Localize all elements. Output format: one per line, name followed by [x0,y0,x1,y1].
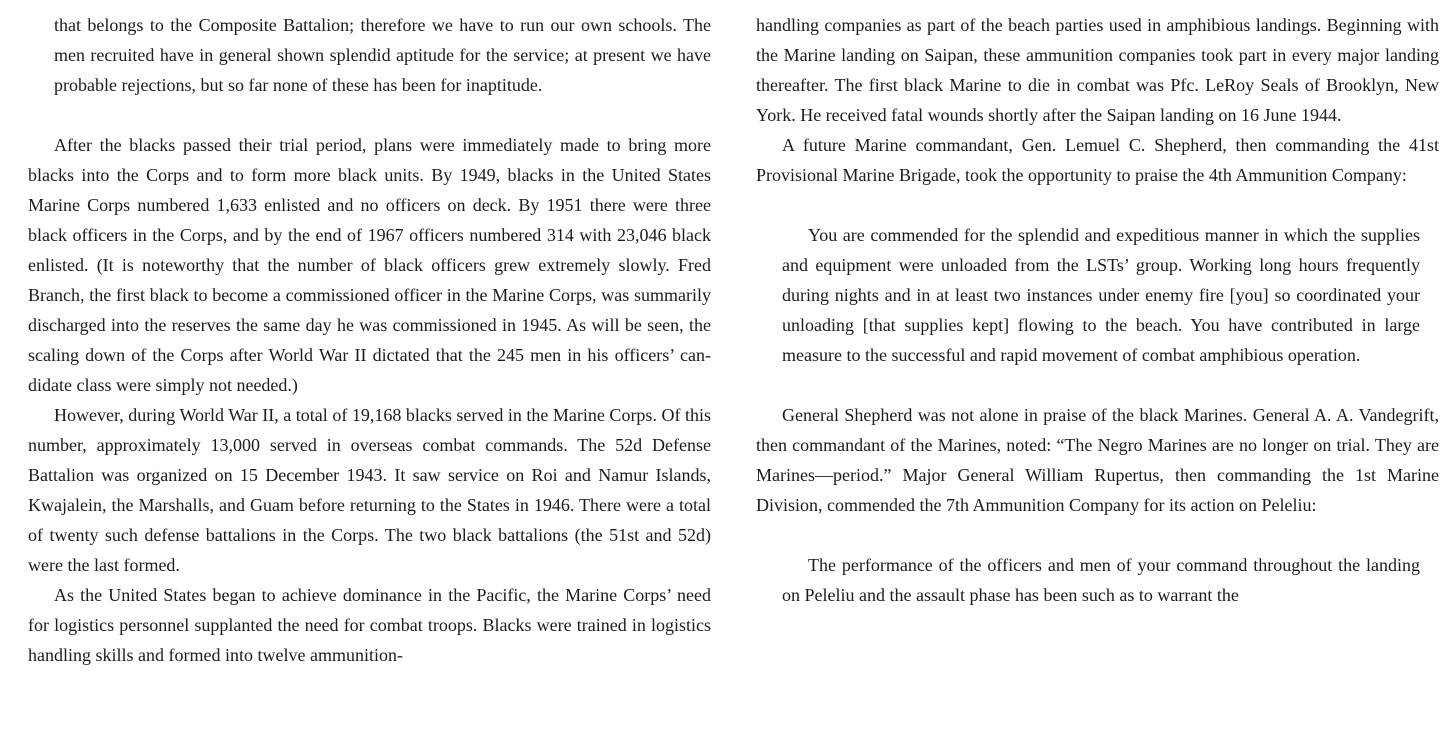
blockquote-rupertus: The performance of the officers and men of your command throughout the landing on Peleliu and the assault phase has been such as to warrant the [782,555,1420,605]
paragraph-world-war-two: However, during World War II, a total of 19,168 blacks served in the Marine Corps. Of this number, approximately 13,000 served in overseas combat commands. The 52d Defense Battalion was organized on 15 December 1943. It saw service on Roi and Namur Islands, Kwajalein, the Marshalls, and Guam before returning to the States in 1946. There were a total of twenty such defense battalions in the Corps. The two black battalions (the 51st and 52d) were the last formed. [28,405,711,575]
blockquote-shepherd: You are commended for the splendid and expeditious manner in which the supplies and equipment were unloaded from the LSTs’ group. Working long hours frequently during nights and in at least two instances under enemy fire [you] so coordinated your unloading [that supplies kept] flowing to the beach. You have contributed in large measure to the successful and rapid movement of combat amphibious operation. [782,225,1420,365]
paragraph-continuation-ammunition: handling companies as part of the beach parties used in amphibious landings. Beginning with the Marine landing on Saipan, these ammunition companies took part in every major landing thereafter. The first black Marine to die in combat was Pfc. LeRoy Seals of Brooklyn, New York. He received fatal wounds shortly after the Saipan landing on 16 June 1944. [756,15,1439,125]
paragraph-rupertus-intro: General Shepherd was not alone in praise of the black Marines. General A. A. Vandegrift, then commandant of the Marines, noted: “The Negro Marines are no longer on trial. They are Marines—period.” Major General William Rupertus, then commanding the 1st Marine Division, commended the 7th Ammunition Company for its action on Peleliu: [756,405,1439,515]
paragraph-shepherd-intro: A future Marine commandant, Gen. Lemuel C. Shepherd, then commanding the 41st Provisional Marine Brigade, took the opportunity to praise the 4th Ammunition Company: [756,135,1439,185]
left-column [28,10,711,670]
right-column [756,10,1439,610]
paragraph-black-officers: After the blacks passed their trial period, plans were immediately made to bring more blacks into the Corps and to form more black units. By 1949, blacks in the United States Marine Corps numbered 1,633 enlisted and no officers on deck. By 1951 there were three black officers in the Corps, and by the end of 1967 officers numbered 314 with 23,046 black enlisted. (It is noteworthy that the number of black officers grew extremely slowly. Fred Branch, the first black to become a commissioned officer in the Marine Corps, was summarily discharged into the reserves the same day he was commissioned in 1945. As will be seen, the scaling down of the Corps after World War II dictated that the 245 men in his officers’ candidate class were simply not needed.) [28,135,711,395]
quote-continuation: that belongs to the Composite Battalion; therefore we have to run our own schools. The men recruited have in general shown splendid aptitude for the service; at present we have probable rejections, but so far none of these has been for inaptitude. [54,15,711,95]
paragraph-logistics: As the United States began to achieve dominance in the Pacific, the Marine Corps’ need for logistics personnel supplanted the need for combat troops. Blacks were trained in logistics handling skills and formed into twelve ammunition- [28,585,711,665]
